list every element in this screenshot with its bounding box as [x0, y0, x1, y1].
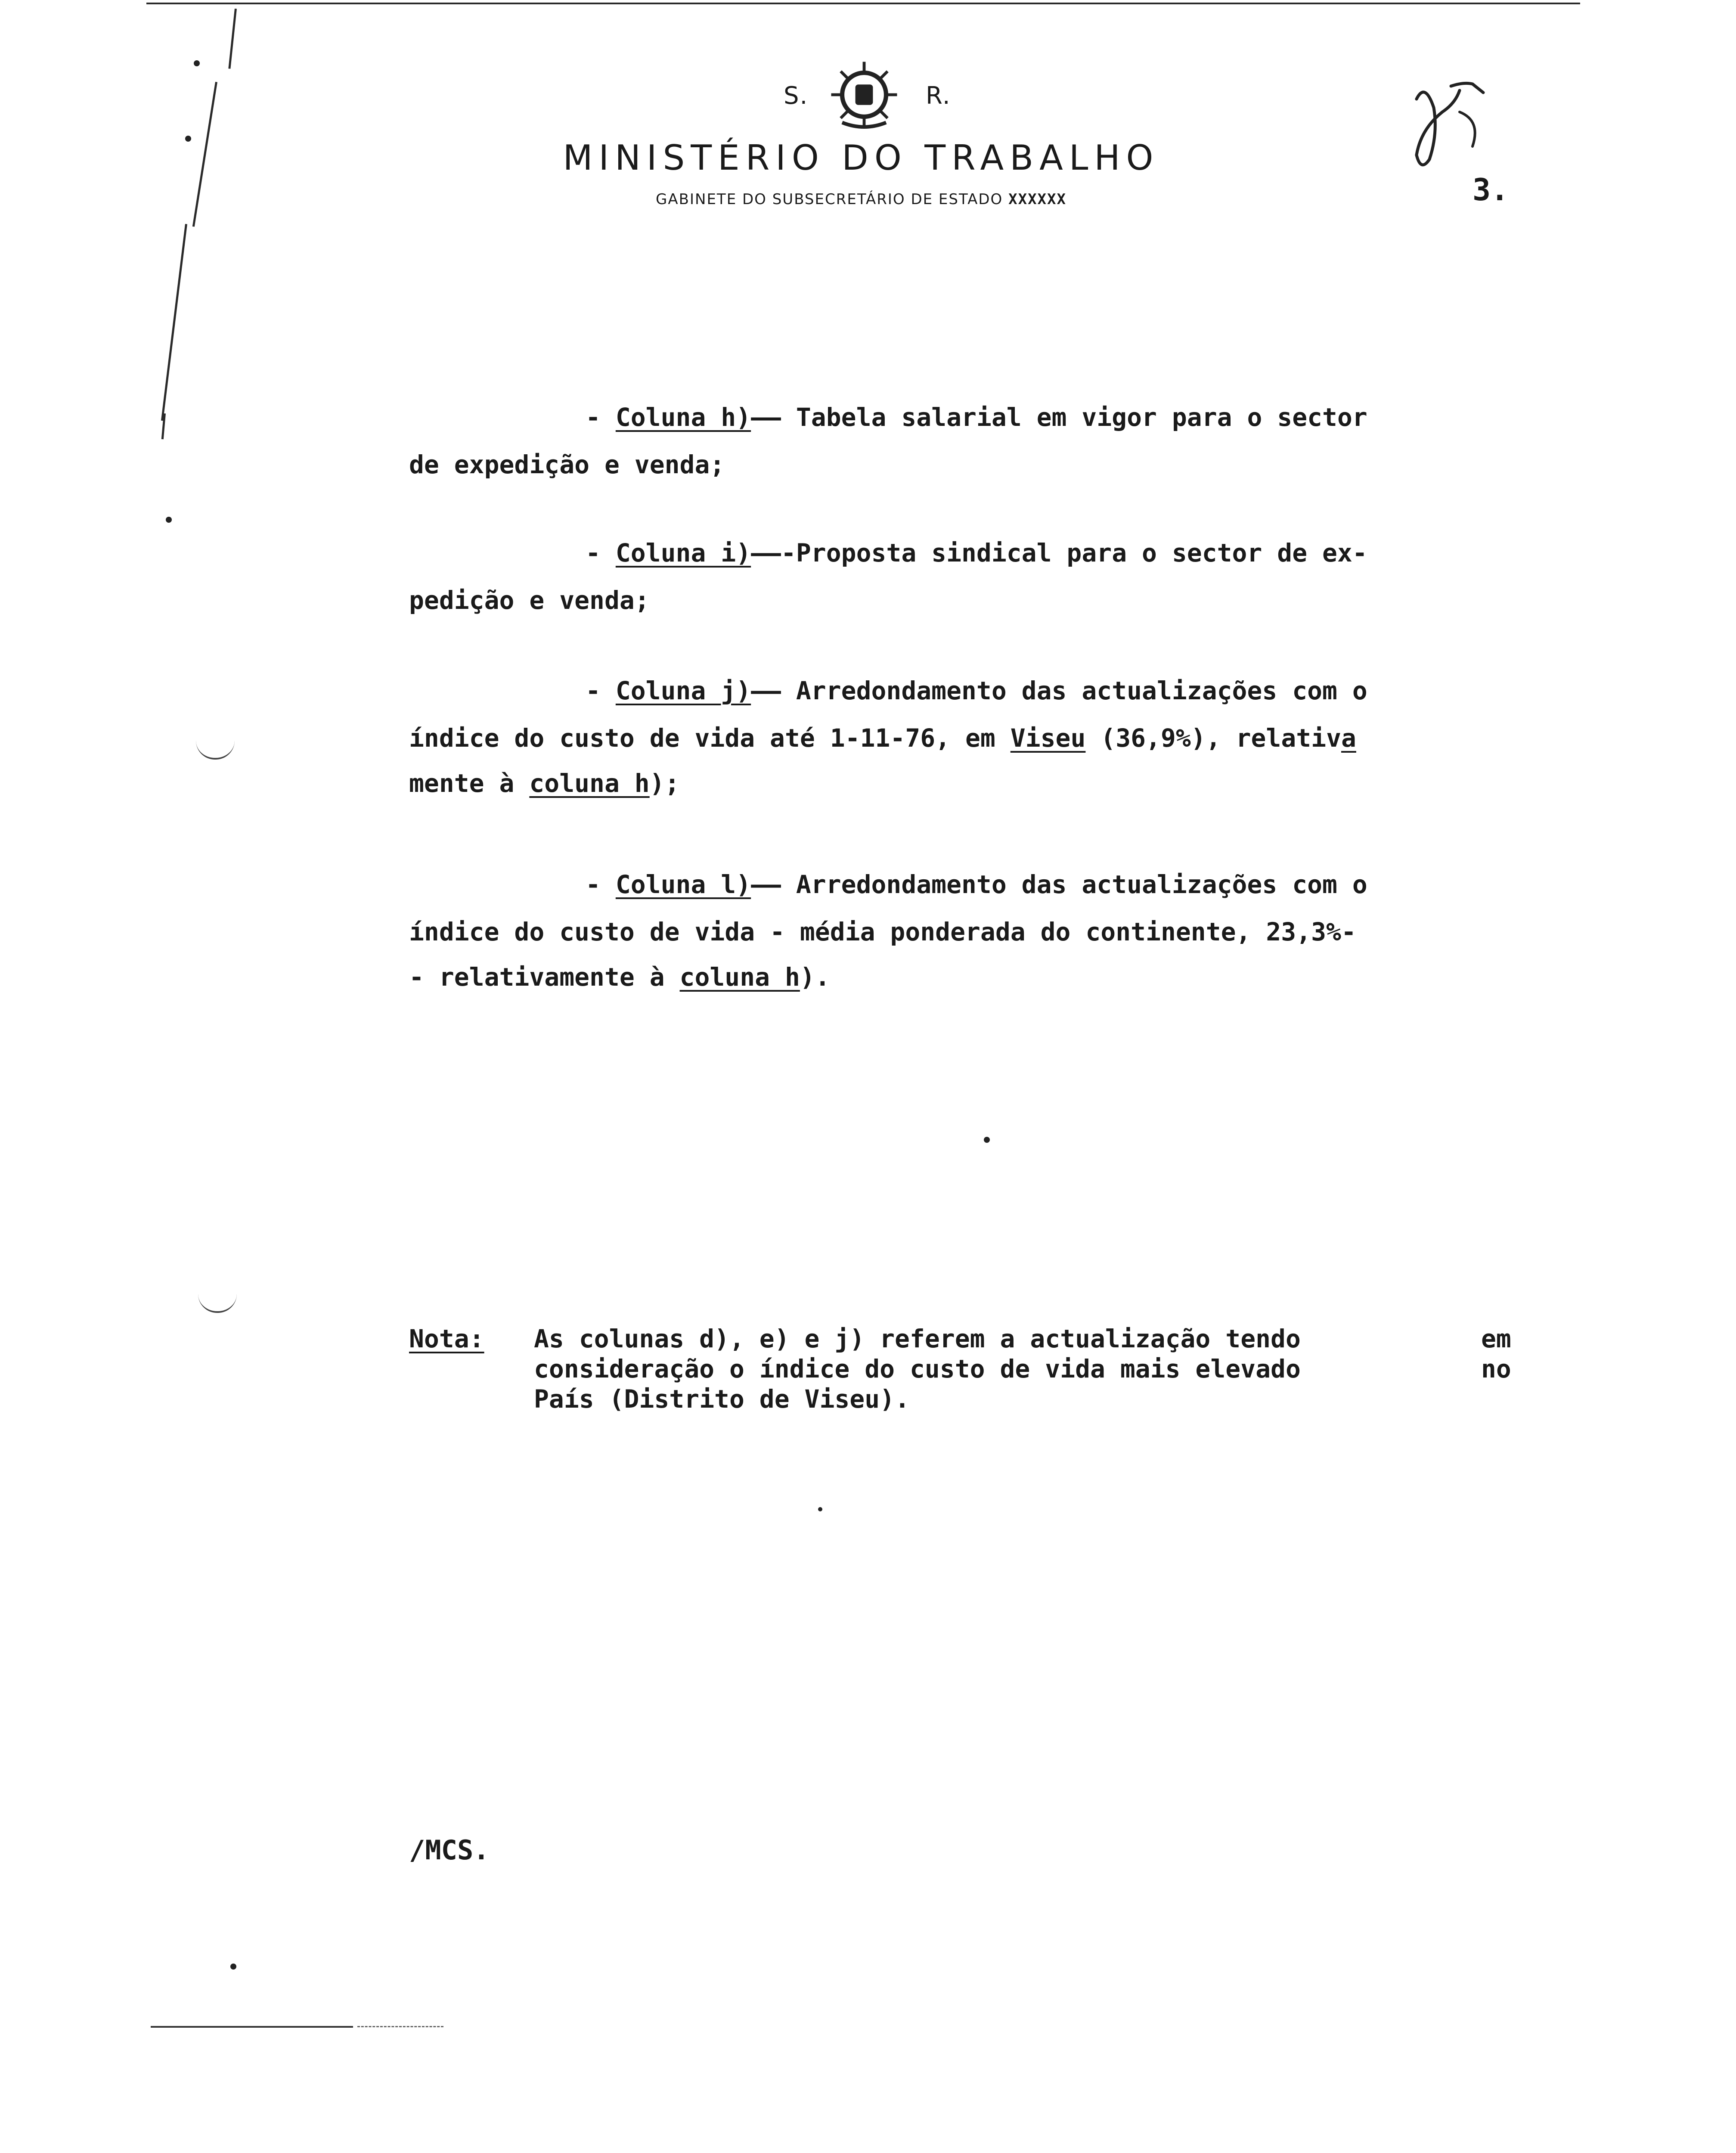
scan-speck [984, 1137, 990, 1143]
coat-of-arms-icon [828, 58, 901, 131]
item-l-line2: índice do custo de vida - média ponderada do continente, 23,3%- [409, 917, 1356, 946]
margin-line [192, 82, 217, 227]
note-line2-end: no [1481, 1354, 1511, 1384]
letterhead-r: R. [926, 82, 951, 110]
punch-hole-mark [196, 741, 235, 760]
item-j-label: Coluna j) [615, 676, 751, 705]
item-h-line2: de expedição e venda; [409, 450, 725, 479]
ministry-name: MINISTÉRIO DO TRABALHO [563, 138, 1159, 178]
item-j-line1: - Coluna j)—— Arredondamento das actualizações com o [586, 676, 1367, 705]
scan-speck [818, 1507, 822, 1511]
page-number: 3. [1472, 172, 1509, 208]
item-l-line3: - relativamente à coluna h). [409, 962, 830, 992]
note-label: Nota: [409, 1324, 484, 1353]
item-h-label: Coluna h) [615, 403, 751, 432]
signature-initials: /MCS. [409, 1834, 490, 1866]
note-line2: consideração o índice do custo de vida mais elevado [534, 1354, 1301, 1384]
top-border-line [146, 3, 1580, 4]
note-line3: País (Distrito de Viseu). [534, 1384, 910, 1414]
note-line1: As colunas d), e) e j) referem a actualização tendo [534, 1324, 1301, 1353]
margin-line [161, 224, 187, 421]
item-h-line1: - Coluna h)—— Tabela salarial em vigor para o sector [586, 403, 1367, 432]
scan-speck [230, 1964, 236, 1970]
cabinet-name: GABINETE DO SUBSECRETÁRIO DE ESTADO [656, 191, 1003, 208]
letterhead [538, 52, 1184, 208]
punch-hole-mark [198, 1294, 237, 1313]
item-i-label: Coluna i) [615, 538, 751, 568]
scan-speck [166, 517, 172, 523]
note-line1-end: em [1481, 1324, 1511, 1353]
item-j-line2: índice do custo de vida até 1-11-76, em Viseu (36,9%), relativa [409, 723, 1356, 753]
coluna-h-ref: coluna h [529, 769, 650, 798]
margin-line [228, 9, 237, 69]
cabinet-line [538, 191, 1184, 208]
item-l-label: Coluna l) [615, 870, 751, 899]
bottom-rule [357, 2026, 443, 2027]
viseu-underlined: Viseu [1010, 723, 1086, 753]
item-i-line2: pedição e venda; [409, 586, 650, 615]
letterhead-s: S. [784, 82, 809, 110]
scan-speck [185, 136, 191, 142]
handwritten-initials [1408, 73, 1494, 172]
scan-speck [194, 60, 200, 66]
item-i-line1: - Coluna i)——-Proposta sindical para o sector de ex- [586, 538, 1367, 568]
item-j-line3: mente à coluna h); [409, 769, 680, 798]
cabinet-redacted: XXXXXX [1008, 191, 1066, 208]
item-l-line1: - Coluna l)—— Arredondamento das actualizações com o [586, 870, 1367, 899]
coluna-h-ref: coluna h [679, 962, 800, 992]
bottom-rule [151, 2026, 353, 2028]
